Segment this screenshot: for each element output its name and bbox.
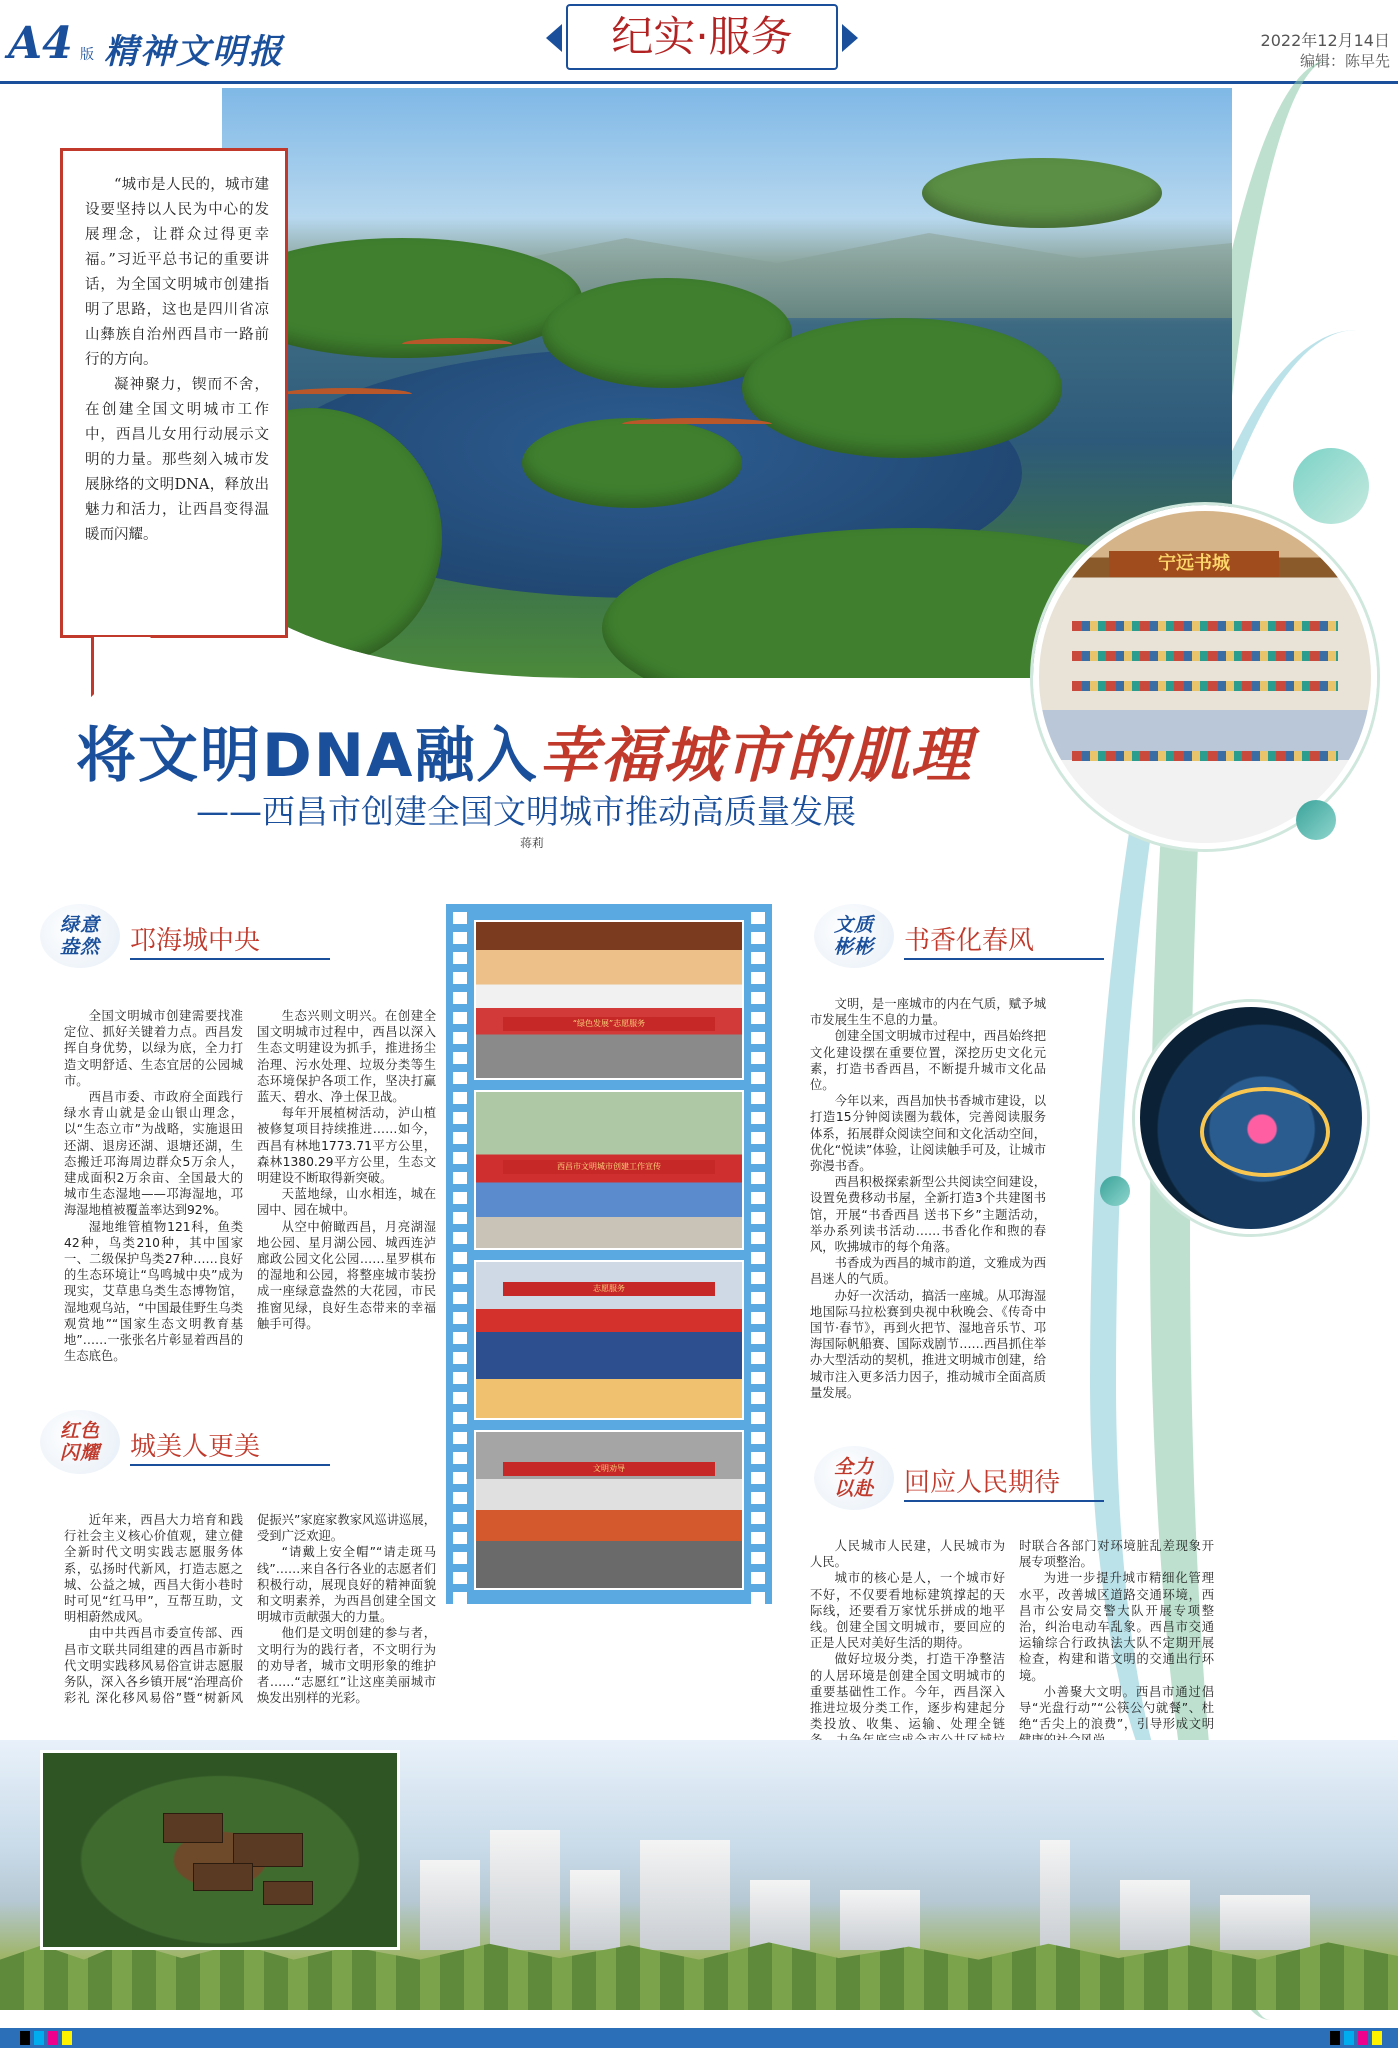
volunteer-group-photo	[474, 920, 744, 1080]
section-underline	[130, 1464, 330, 1466]
section-seal	[40, 904, 120, 968]
seal-line: 闪耀	[59, 1442, 100, 1464]
arched-bridge	[402, 338, 512, 350]
bookshelf	[1072, 651, 1338, 661]
building	[840, 1890, 920, 1950]
photo-banner: 西昌市文明城市创建工作宣传	[503, 1160, 716, 1174]
decorative-dot	[1293, 448, 1369, 524]
section-underline	[904, 958, 1104, 960]
subheadline: ——西昌市创建全国文明城市推动高质量发展	[196, 792, 856, 831]
lead-quote-box	[60, 148, 288, 638]
lakeside-night-photo	[1135, 1002, 1367, 1234]
print-color-bar	[0, 2028, 1398, 2048]
arched-bridge	[622, 418, 772, 430]
section-title: 回应人民期待	[904, 1468, 1061, 1498]
body-paragraph: 他们是文明创建的参与者，文明行为的践行者，不文明行为的劝导者，城市文明形象的维护者……“志愿红”让这座美丽城市焕发出别样的光彩。	[257, 1626, 436, 1706]
body-paragraph: 城市的核心是人，一个城市好不好，不仅要看地标建筑撑起的天际线，还要看万家忧乐拼成的地平线。创建全国文明城市，要回应的正是人民对美好生活的期待。	[810, 1571, 1005, 1651]
body-paragraph: 人民城市人民建，人民城市为人民。	[810, 1539, 1005, 1570]
street-campaign-photo	[474, 1090, 744, 1250]
headline-blue: 将文明DNA融入	[76, 721, 539, 791]
lead-paragraph: 凝神聚力，锲而不舍，在创建全国文明城市工作中，西昌儿女用行动展示文明的力量。那些刻入城市发展脉络的文明DNA，释放出魅力和活力，让西昌变得温暖而闪耀。	[85, 377, 269, 543]
seal-line: 彬彬	[833, 936, 874, 958]
arched-bridge	[282, 388, 412, 400]
page-number-suffix: 版	[80, 47, 94, 63]
body-paragraph: 从空中俯瞰西昌，月亮湖湿地公园、星月湖公园、城西连泸廊政公园文化公园……星罗棋布的湿地和公园，将整座城市装扮成一座绿意盎然的大花园，市民推窗见绿，良好生态带来的幸福触手可得。	[257, 1219, 436, 1331]
body-paragraph: 天蓝地绿，山水相连，城在园中、园在城中。	[257, 1187, 436, 1218]
bookshelf	[1072, 681, 1338, 691]
building	[570, 1870, 620, 1950]
lit-plaza	[1200, 1087, 1330, 1177]
body-paragraph: 近年来，西昌大力培育和践行社会主义核心价值观，建立健全新时代文明实践志愿服务体系，弘扬时代新风，打造志愿之城、公益之城，西昌大街小巷时时可见“红马甲”，互帮互助，文明相蔚然成风。	[64, 1513, 243, 1625]
body-paragraph: 创建全国文明城市过程中，西昌始终把文化建设摆在重要位置，深挖历史文化元素，打造书香西昌，不断提升城市文化品位。	[810, 1029, 1046, 1093]
editor-credit: 编辑：陈早先	[1299, 52, 1390, 70]
body-paragraph: 西昌市委、市政府全面践行绿水青山就是金山银山理念，以“生态立市”为战略，实施退田还湖、退房还湖、退塘还湖，生态搬迁邛海周边群众5万余人，建成面积2万余亩、全国最大的城市生态湿地——邛海湿地，邛海湿地植被覆盖率达到92%。	[64, 1090, 243, 1218]
bookstore-sign: 宁远书城	[1109, 551, 1279, 577]
bookshelf	[1072, 621, 1338, 631]
building	[640, 1840, 730, 1950]
newspaper-name: 精神文明报	[104, 32, 284, 72]
volunteers-service-photo	[474, 1260, 744, 1420]
island	[742, 318, 1062, 458]
seal-line: 以赴	[833, 1478, 874, 1500]
body-paragraph: 为进一步提升城市精细化管理水平，改善城区道路交通环境，西昌市公安局交警大队开展专项整治，纠治电动车乱象。西昌市交通运输综合行政执法大队不定期开展检查，构建和谐文明的交通出行环境。	[1019, 1571, 1214, 1683]
building	[490, 1830, 560, 1950]
seal-line: 绿意	[59, 914, 100, 936]
cleanup-photo	[474, 1430, 744, 1590]
section-title: 书香化春风	[904, 926, 1035, 956]
section-title: 城美人更美	[130, 1432, 261, 1462]
section-seal	[814, 904, 894, 968]
body-paragraph: 书香成为西昌的城市韵道，文雅成为西昌迷人的气质。	[810, 1256, 1046, 1287]
film-perforation	[453, 904, 467, 1604]
headline	[76, 708, 972, 794]
seal-line: 文质	[833, 914, 874, 936]
column-name	[566, 4, 838, 70]
section-seal	[40, 1410, 120, 1474]
photo-banner: 志愿服务	[503, 1282, 716, 1296]
island	[922, 158, 1162, 228]
body-paragraph: 做好垃圾分类，打造干净整洁的人居环境是创建全国文明城市的重要基础性工作。今年，西昌深入推进垃圾分类工作，逐步构建起分类投放、收集、运输、处理全链	[810, 1652, 1005, 1732]
color-swatch	[1358, 2031, 1368, 2045]
body-paragraph: 文明，是一座城市的内在气质，赋予城市发展生生不息的力量。	[810, 997, 1046, 1028]
body-paragraph: 时联合各部门对环境脏乱差现象开展专项整治。	[1019, 1539, 1214, 1570]
color-swatch	[62, 2031, 72, 2045]
arrow-left-icon	[546, 24, 562, 52]
color-swatch	[20, 2031, 30, 2045]
lead-paragraph: “城市是人民的，城市建设要坚持以人民为中心的发展理念，让群众过得更幸福。”习近平总书记的重要讲话，为全国文明城市创建指明了思路，这也是四川省凉山彝族自治州西昌市一路前行的方向。	[85, 177, 269, 368]
temple-roof	[263, 1881, 313, 1905]
island	[522, 418, 742, 508]
byline: 蒋莉	[520, 836, 545, 850]
page-number: A4	[8, 18, 73, 69]
building	[1120, 1880, 1190, 1950]
section-body-volunteer	[64, 1512, 436, 1738]
speech-bubble-tail	[91, 637, 151, 697]
seal-line: 红色	[59, 1420, 100, 1442]
body-paragraph: 西昌积极探索新型公共阅读空间建设，设置免费移动书屋，全新打造3个共建图书馆，开展“书香西昌 送书下乡”主题活动，举办系列读书活动……书香化作和煦的春风，吹拂城市的每个角落。	[810, 1175, 1046, 1255]
film-perforation	[751, 904, 765, 1604]
section-seal	[814, 1446, 894, 1510]
body-paragraph: 湿地维管植物121科，鱼类42种，鸟类210种，其中国家一、二级保护鸟类27种……良好的生态环境让“鸟鸣城中央”成为现实，艾草患乌类生态博物馆，湿地观乌站，“中国最佳野生乌类观赏地”“国家生态文明教育基地”……一张张名片彰显着西昌的生态底色。	[64, 1219, 243, 1364]
decorative-dot	[1296, 800, 1336, 840]
body-paragraph: 生态兴则文明兴。在创建全国文明城市过程中，西昌以深入生态文明建设为抓手，推进扬尘治理、污水处理、垃圾分类等生态环境保护各项工作，坚决打赢蓝天、碧水、净土保卫战。	[257, 1009, 436, 1105]
photo-banner: 文明劝导	[503, 1462, 716, 1476]
temple-roof	[163, 1813, 223, 1843]
temple-roof	[233, 1833, 303, 1867]
body-paragraph: “请戴上安全帽”“请走斑马线”……来自各行各业的志愿者们积极行动，展现良好的精神面貌和文明素养，为西昌创建全国文明城市贡献强大的力量。	[257, 1545, 436, 1625]
body-paragraph: 小善聚大文明。西昌市通过倡导“光盘行动”“公筷公勺就餐”、杜绝“舌尖上的浪费”，引导形成文明	[1019, 1684, 1214, 1732]
seal-line: 盎然	[59, 936, 100, 958]
body-paragraph: 办好一次活动，搞活一座城。从邛海湿地国际马拉松赛到央视中秋晚会、《传奇中国节·春节》，再到火把节、湿地音乐节、邛海国际帆船赛、国际戏剧节……西昌抓住举办大型活动的契机，推进文明城市创建，给城市注入更多活力因子，推动城市全面高质量发展。	[810, 1288, 1046, 1400]
body-paragraph: 由中共西昌市委宣传部、西昌市文联共同组建的西昌市新时代文明实践移风易俗宣讲志愿服务队，深入各乡镇开展“治理高价彩礼 深化移风易俗”暨“树新风 促振兴”家庭家教家风巡讲巡展，受到广泛欢迎。	[64, 1513, 436, 1706]
color-swatch	[34, 2031, 44, 2045]
color-swatch	[1330, 2031, 1340, 2045]
arrow-right-icon	[842, 24, 858, 52]
seal-line: 全力	[833, 1456, 874, 1478]
color-swatch	[1344, 2031, 1354, 2045]
bookshelf	[1072, 751, 1338, 761]
column-label: 纪实·服务	[611, 12, 793, 61]
temple-roof	[193, 1863, 253, 1891]
building	[420, 1860, 480, 1950]
color-swatch	[48, 2031, 58, 2045]
building	[1040, 1840, 1070, 1950]
building	[750, 1880, 810, 1950]
color-swatch	[1372, 2031, 1382, 2045]
bookstore-photo	[1033, 505, 1377, 849]
section-underline	[130, 958, 330, 960]
photo-banner: “绿色发展”志愿服务	[503, 1017, 716, 1031]
temple-aerial-photo	[40, 1750, 400, 1950]
decorative-dot	[1100, 1176, 1130, 1206]
headline-red: 幸福城市的肌理	[538, 721, 973, 791]
body-paragraph: 今年以来，西昌加快书香城市建设，以打造15分钟阅读圈为载体，完善阅读服务体系，拓展群众阅读空间和文化活动空间，优化“悦读”体验，让阅读触手可及，让城市弥漫书香。	[810, 1094, 1046, 1174]
building	[1220, 1895, 1310, 1950]
body-paragraph: 全国文明城市创建需要找准定位、抓好关键着力点。西昌发挥自身优势，以绿为底，全力打造文明舒适、生态宜居的公园城市。	[64, 1009, 243, 1088]
body-paragraph: 每年开展植树活动，泸山植被修复项目持续推进……如今，西昌有林地1773.71平方公里，森林1380.29平方公里，生态文明建设不断取得新突破。	[257, 1106, 436, 1186]
photo-film-strip	[446, 904, 772, 1604]
section-title: 邛海城中央	[130, 926, 261, 956]
issue-date: 2022年12月14日	[1260, 31, 1390, 50]
section-body-culture	[810, 996, 1046, 1436]
page-header	[0, 0, 1398, 84]
section-body-ecology	[64, 1008, 436, 1374]
section-underline	[904, 1500, 1104, 1502]
